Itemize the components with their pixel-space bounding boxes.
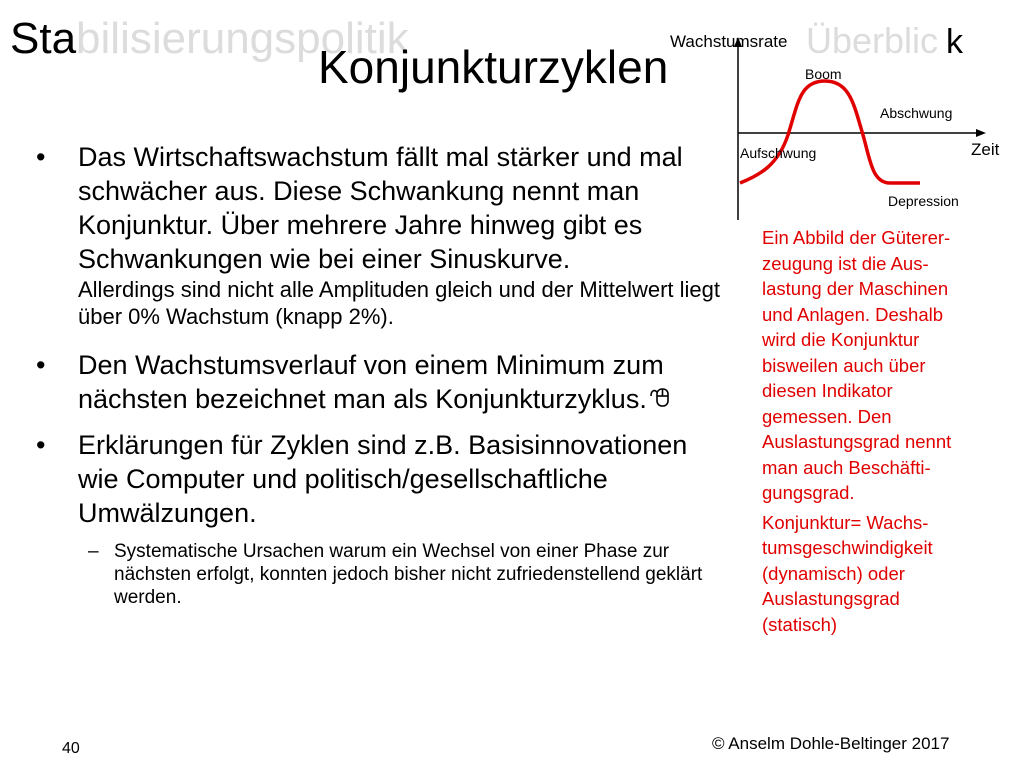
note-paragraph-capacity: [762, 225, 1012, 506]
bullet-note: Allerdings sind nicht alle Amplituden gleich und der Mittelwert liegt über 0% Wachstum (knapp 2%).: [78, 277, 721, 329]
x-axis-label: Zeit: [971, 140, 1000, 159]
section-subtitle-end: k: [946, 23, 963, 61]
phase-boom-label: Boom: [805, 66, 842, 82]
sub-bullet-item: [30, 540, 720, 609]
y-axis-label: Wachstumsrate: [670, 32, 788, 51]
note-line: wird die Konjunktur: [762, 329, 920, 350]
note-line: zeugung ist die Aus-: [762, 252, 929, 274]
section-title-start: Sta: [10, 14, 77, 63]
note-line: Konjunktur= Wachs-: [762, 511, 929, 533]
page-number: 40: [62, 740, 80, 757]
note-line: lastung der Maschinen: [762, 278, 949, 299]
phase-depression-label: Depression: [888, 193, 959, 209]
note-line: gungsgrad.: [762, 482, 855, 503]
cycle-curve: [740, 81, 920, 183]
copyright-notice: © Anselm Dohle-Beltinger 2017: [712, 734, 950, 753]
note-line: (statisch): [762, 613, 838, 635]
side-note: [762, 225, 1012, 641]
bullet-text: Den Wachstumsverlauf von einem Minimum zum nächsten bezeichnet man als Konjunkturzyklus.: [78, 350, 664, 414]
sub-bullet-mark: –: [88, 541, 99, 562]
section-title-middle: bilisierungspolitik: [76, 14, 409, 63]
mouse-icon: [649, 386, 673, 413]
note-line: Auslastungsgrad: [762, 588, 900, 609]
note-line: diesen Indikator: [762, 380, 893, 401]
note-line: man auch Beschäfti-: [762, 456, 931, 478]
x-axis-arrow-icon: [976, 129, 986, 137]
note-line: Auslastungsgrad nennt: [762, 431, 952, 452]
note-paragraph-definition: [762, 510, 1012, 638]
bullet-item: [30, 348, 720, 416]
bullet-item: [30, 140, 720, 330]
section-subtitle-faded: Überblic: [806, 20, 939, 61]
note-line: tumsgeschwindigkeit: [762, 537, 933, 558]
note-line: bisweilen auch über: [762, 354, 926, 376]
phase-aufschwung-label: Aufschwung: [740, 145, 817, 161]
bullet-list: [30, 140, 720, 609]
bullet-mark: •: [36, 350, 46, 380]
page-title: Konjunkturzyklen: [318, 41, 669, 93]
bullet-text: Erklärungen für Zyklen sind z.B. Basisinnovationen wie Computer und politisch/gesellschaftliche Umwälzungen.: [78, 430, 688, 528]
note-line: und Anlagen. Deshalb: [762, 303, 944, 325]
bullet-text: Das Wirtschaftswachstum fällt mal stärker und mal schwächer aus. Diese Schwankung nennt man Konjunktur. Über mehrere Jahre hinweg gibt es Schwankungen wie bei einer Sinuskurve.: [78, 142, 683, 274]
bullet-item: [30, 428, 720, 530]
bullet-mark: •: [36, 430, 46, 460]
phase-abschwung-label: Abschwung: [880, 105, 953, 121]
bullet-mark: •: [36, 142, 46, 172]
business-cycle-diagram: [670, 25, 1000, 225]
note-line: gemessen. Den: [762, 405, 892, 427]
note-line: (dynamisch) oder: [762, 562, 905, 584]
sub-bullet-text: Systematische Ursachen warum ein Wechsel von einer Phase zur nächsten erfolgt, konnten jedoch bisher nicht zufriedenstellend geklärt werden.: [114, 541, 703, 608]
note-line: Ein Abbild der Güterer-: [762, 227, 951, 248]
